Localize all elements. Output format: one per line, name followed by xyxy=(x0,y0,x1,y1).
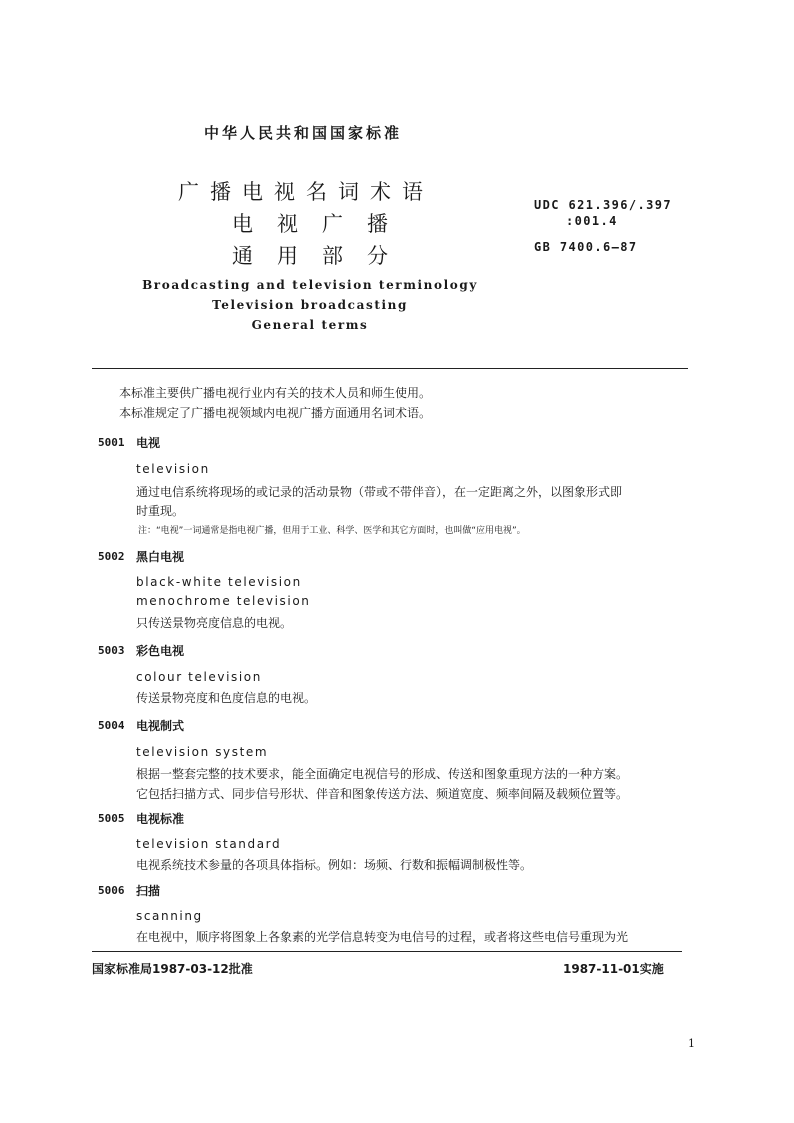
term-definition: 电视系统技术参量的各项具体指标。例如：场频、行数和振幅调制极性等。 xyxy=(136,858,533,872)
term-chinese: 电视 xyxy=(136,436,161,450)
term-number: 5004 xyxy=(98,719,125,732)
gb-standard-number: GB 7400.6—87 xyxy=(534,240,638,254)
effective-date: 1987-11-01实施 xyxy=(563,962,664,976)
header-divider xyxy=(92,368,688,369)
term-chinese: 电视制式 xyxy=(136,719,185,733)
term-chinese: 黑白电视 xyxy=(136,550,185,564)
term-english: scanning xyxy=(136,909,203,923)
term-definition: 它包括扫描方式、同步信号形状、伴音和图象传送方法、频道宽度、频率间隔及载频位置等。 xyxy=(136,787,629,801)
title-en-line1: Broadcasting and television terminology xyxy=(142,278,478,292)
term-number: 5002 xyxy=(98,550,125,563)
term-english: menochrome television xyxy=(136,594,311,608)
term-definition: 时重现。 xyxy=(136,504,185,518)
term-number: 5001 xyxy=(98,436,125,449)
title-zh-line1: 广播电视名词术语 xyxy=(178,180,434,204)
udc-code: UDC 621.396/.397 xyxy=(534,198,672,212)
term-definition: 根据一整套完整的技术要求，能全面确定电视信号的形成、传送和图象重现方法的一种方案。 xyxy=(136,767,629,781)
term-chinese: 扫描 xyxy=(136,884,161,898)
title-en-line3: General terms xyxy=(251,318,369,332)
term-english: television system xyxy=(136,745,269,759)
term-number: 5006 xyxy=(98,884,125,897)
footer-divider xyxy=(92,951,682,952)
term-number: 5005 xyxy=(98,812,125,825)
term-chinese: 电视标准 xyxy=(136,812,185,826)
intro-line: 本标准规定了广播电视领域内电视广播方面通用名词术语。 xyxy=(119,406,432,420)
term-definition: 通过电信系统将现场的或记录的活动景物（带或不带伴音），在一定距离之外，以图象形式即 xyxy=(136,485,623,499)
term-number: 5003 xyxy=(98,644,125,657)
term-english: colour television xyxy=(136,670,262,684)
title-en-line2: Television broadcasting xyxy=(212,298,408,312)
term-english: television xyxy=(136,462,210,476)
term-english: television standard xyxy=(136,837,282,851)
page-number: 1 xyxy=(688,1037,695,1050)
national-standard-heading: 中华人民共和国国家标准 xyxy=(204,124,403,142)
title-zh-line3: 通用部分 xyxy=(232,244,412,268)
title-zh-line2: 电视广播 xyxy=(232,212,412,236)
term-definition: 传送景物亮度和色度信息的电视。 xyxy=(136,691,317,705)
term-note: 注：“电视”一词通常是指电视广播，但用于工业、科学、医学和其它方面时，也叫做“应用电视”。 xyxy=(138,526,526,536)
intro-line: 本标准主要供广播电视行业内有关的技术人员和师生使用。 xyxy=(119,386,432,400)
term-english: black-white television xyxy=(136,575,302,589)
udc-code-continued: :001.4 xyxy=(566,214,618,228)
term-chinese: 彩色电视 xyxy=(136,644,185,658)
term-definition: 只传送景物亮度信息的电视。 xyxy=(136,616,293,630)
term-definition: 在电视中，顺序将图象上各象素的光学信息转变为电信号的过程，或者将这些电信号重现为光 xyxy=(136,930,629,944)
approval-date: 国家标准局1987-03-12批准 xyxy=(92,962,253,976)
